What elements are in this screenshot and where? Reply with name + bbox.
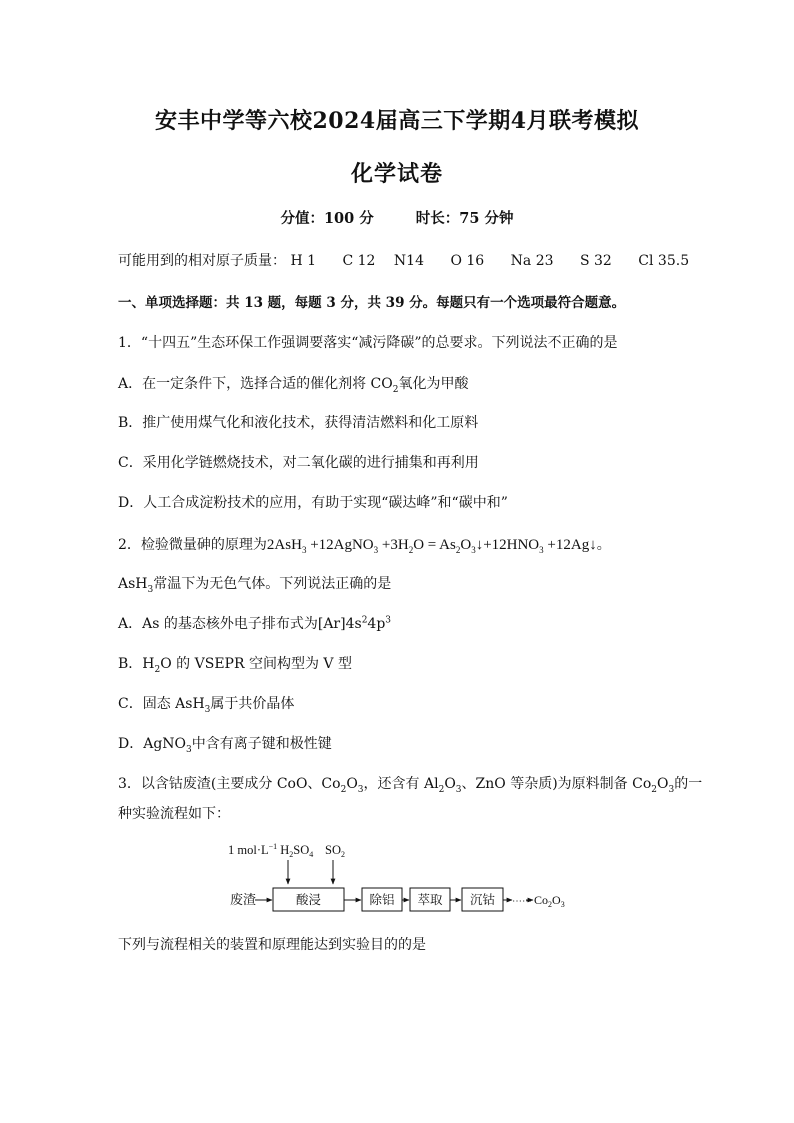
- q1-option-c: C．采用化学链燃烧技术，对二氧化碳的进行捕集和再利用: [118, 455, 479, 471]
- atomic-mass-na: Na 23: [510, 253, 554, 269]
- q1-option-a: A．在一定条件下，选择合适的催化剂将 $CO_2$氧化为甲酸: [118, 376, 469, 395]
- atomic-mass-o: O 16: [450, 253, 485, 269]
- atomic-masses-label: 可能用到的相对原子质量：: [118, 253, 286, 269]
- flow-reagent-h2so4: 1 $mol\cdot L^{-1}$ $H_2SO_4$: [228, 842, 314, 859]
- flow-dots: ⋯⋯: [512, 896, 532, 907]
- exam-meta: [0, 207, 794, 228]
- flow-product: $Co_2O_3$: [534, 893, 565, 909]
- atomic-mass-n: N14: [393, 253, 424, 269]
- atomic-mass-s: S 32: [579, 253, 612, 269]
- flow-reagent-so2: $SO_2$: [325, 843, 345, 859]
- atomic-mass-h: H 1: [290, 253, 317, 269]
- q2-option-d: D．AgNO$_3$中含有离子键和极性键: [118, 736, 332, 755]
- q2-equation: 2AsH$_3$ +12AgNO$_3$ $+3H_2O$ = $As_2O_3↓+12HNO_3$ +12Ag↓: [266, 537, 597, 555]
- q3-flow-diagram: [222, 838, 582, 918]
- q1-option-d: D．人工合成淀粉技术的应用，有助于实现“碳达峰”和“碳中和”: [118, 495, 508, 511]
- q2-stem-line2: AsH$_3$常温下为无色气体。下列说法正确的是: [118, 576, 392, 595]
- section-heading: 一、单项选择题：共 13 题，每题 3 分，共 39 分。每题只有一个选项最符合题意。: [118, 295, 626, 311]
- flow-input: 废渣: [230, 892, 257, 907]
- q3-stem: 3．以含钴废渣(主要成分 CoO、$Co_2O_3$，还含有 $Al_2O_3$、ZnO 等杂质)为原料制备 $Co_2O_3$的一: [118, 776, 703, 795]
- flow-step-precipitate-co: 沉钴: [469, 893, 496, 907]
- exam-subtitle: 化学试卷: [350, 161, 443, 187]
- flow-step-extract: 萃取: [417, 893, 443, 907]
- q2-option-b: B．$H_2O$ 的 VSEPR 空间构型为 V 型: [118, 656, 352, 675]
- score-info: 分值：100 分: [280, 210, 374, 227]
- q2-stem: 2．检验微量砷的原理为2AsH$_3$ +12AgNO$_3$ $+3H_2O$ = $As_2O_3↓+12HNO_3$ +12Ag↓。: [118, 537, 611, 555]
- q2-option-a: A．As 的基态核外电子排布式为$[Ar]4s^24p^3$: [118, 615, 392, 632]
- atomic-mass-c: C 12: [342, 253, 376, 269]
- atomic-mass-cl: Cl 35.5: [638, 253, 690, 269]
- flow-step-acid-leach: 酸浸: [295, 893, 322, 907]
- q3-question: 下列与流程相关的装置和原理能达到实验目的的是: [118, 937, 426, 953]
- flow-step-remove-al: 除铝: [369, 893, 395, 907]
- atomic-masses: [118, 250, 689, 270]
- q3-stem-line2: 种实验流程如下：: [118, 806, 230, 822]
- q2-option-c: C．固态 AsH$_3$属于共价晶体: [118, 696, 295, 715]
- q1-option-b: B．推广使用煤气化和液化技术，获得清洁燃料和化工原料: [118, 415, 479, 431]
- exam-title: 安丰中学等六校2024届高三下学期4月联考模拟: [154, 108, 640, 134]
- q1-stem: 1．“十四五”生态环保工作强调要落实“减污降碳”的总要求。下列说法不正确的是: [118, 335, 618, 351]
- duration-info: 时长：75 分钟: [415, 210, 514, 227]
